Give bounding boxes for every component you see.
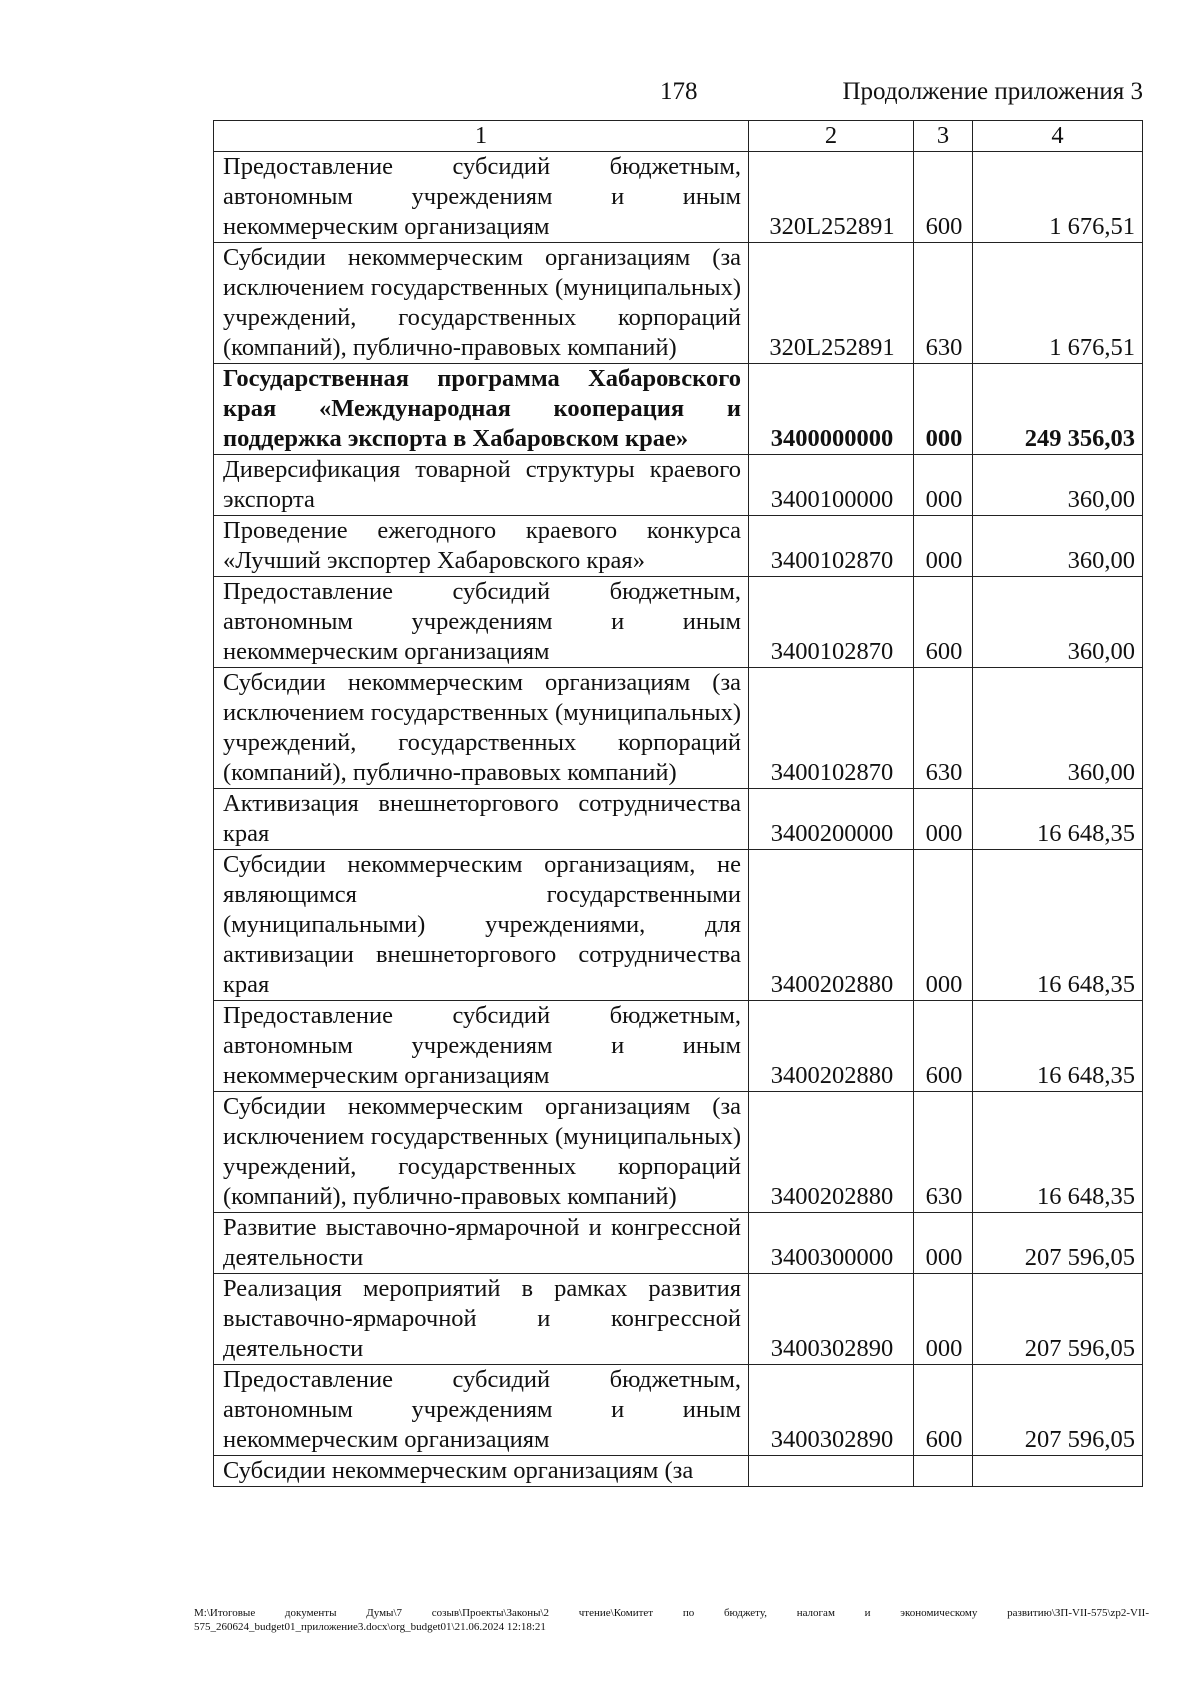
table-row	[214, 1001, 1143, 1092]
row-type: 000	[914, 455, 973, 516]
row-amount	[973, 1456, 1143, 1487]
row-name: Проведение ежегодного краевого конкурса «Лучший экспортер Хабаровского края»	[214, 516, 749, 577]
row-type: 000	[914, 789, 973, 850]
continuation-title: Продолжение приложения 3	[842, 78, 1143, 105]
row-type: 000	[914, 1274, 973, 1365]
row-amount: 1 676,51	[973, 152, 1143, 243]
table-row	[214, 243, 1143, 364]
row-name: Субсидии некоммерческим организациям (за	[214, 1456, 749, 1487]
row-code	[749, 1456, 914, 1487]
column-header-2: 2	[749, 121, 914, 152]
page-number: 178	[660, 78, 698, 105]
table-row	[214, 516, 1143, 577]
row-name: Предоставление субсидий бюджетным, автономным учреждениям и иным некоммерческим организациям	[214, 1001, 749, 1092]
table-row	[214, 1274, 1143, 1365]
table-row	[214, 1365, 1143, 1456]
table-body	[214, 152, 1143, 1487]
row-name: Диверсификация товарной структуры краевого экспорта	[214, 455, 749, 516]
row-amount: 207 596,05	[973, 1274, 1143, 1365]
row-code: 3400302890	[749, 1274, 914, 1365]
row-code: 3400202880	[749, 1001, 914, 1092]
row-type: 630	[914, 1092, 973, 1213]
row-amount: 16 648,35	[973, 1092, 1143, 1213]
table-row-program	[214, 364, 1143, 455]
row-code: 3400102870	[749, 668, 914, 789]
row-amount: 249 356,03	[973, 364, 1143, 455]
table-row	[214, 1092, 1143, 1213]
table-header-row	[214, 121, 1143, 152]
row-type: 000	[914, 516, 973, 577]
table-row	[214, 455, 1143, 516]
table-row	[214, 668, 1143, 789]
row-amount: 207 596,05	[973, 1213, 1143, 1274]
row-type: 630	[914, 668, 973, 789]
row-amount: 16 648,35	[973, 789, 1143, 850]
row-type: 600	[914, 152, 973, 243]
row-name: Субсидии некоммерческим организациям, не являющимся государственными (муниципальными) учреждениями, для активизации внешнеторгового сотрудничества края	[214, 850, 749, 1001]
row-code: 3400200000	[749, 789, 914, 850]
row-type: 600	[914, 1001, 973, 1092]
row-code: 3400202880	[749, 1092, 914, 1213]
column-header-1: 1	[214, 121, 749, 152]
column-header-3: 3	[914, 121, 973, 152]
footer-file-path: M:\Итоговые документы Думы\7 созыв\Проекты\Законы\2 чтение\Комитет по бюджету, налогам и экономическому развитию\ЗП-VII-575\zp2-VII-575_260624_budget01_приложение3.docx\org_budget01\21.06.2024 12:18:21	[194, 1607, 1149, 1633]
row-code: 3400000000	[749, 364, 914, 455]
row-name: Предоставление субсидий бюджетным, автономным учреждениям и иным некоммерческим организациям	[214, 1365, 749, 1456]
table-row	[214, 850, 1143, 1001]
row-code: 320L252891	[749, 243, 914, 364]
row-amount: 16 648,35	[973, 1001, 1143, 1092]
row-amount: 360,00	[973, 516, 1143, 577]
row-name: Развитие выставочно-ярмарочной и конгрессной деятельности	[214, 1213, 749, 1274]
table-row	[214, 789, 1143, 850]
table-row	[214, 152, 1143, 243]
row-name: Субсидии некоммерческим организациям (за исключением государственных (муниципальных) учреждений, государственных корпораций (компаний), публично-правовых компаний)	[214, 1092, 749, 1213]
table-row	[214, 577, 1143, 668]
row-code: 3400202880	[749, 850, 914, 1001]
row-name: Субсидии некоммерческим организациям (за исключением государственных (муниципальных) учреждений, государственных корпораций (компаний), публично-правовых компаний)	[214, 243, 749, 364]
row-type: 600	[914, 1365, 973, 1456]
row-type: 630	[914, 243, 973, 364]
row-code: 3400102870	[749, 516, 914, 577]
row-code: 3400300000	[749, 1213, 914, 1274]
row-code: 3400302890	[749, 1365, 914, 1456]
row-name: Предоставление субсидий бюджетным, автономным учреждениям и иным некоммерческим организациям	[214, 577, 749, 668]
row-name: Субсидии некоммерческим организациям (за исключением государственных (муниципальных) учреждений, государственных корпораций (компаний), публично-правовых компаний)	[214, 668, 749, 789]
row-amount: 16 648,35	[973, 850, 1143, 1001]
row-name: Предоставление субсидий бюджетным, автономным учреждениям и иным некоммерческим организациям	[214, 152, 749, 243]
row-type: 000	[914, 1213, 973, 1274]
row-amount: 360,00	[973, 668, 1143, 789]
row-code: 320L252891	[749, 152, 914, 243]
row-code: 3400100000	[749, 455, 914, 516]
table-row-continued	[214, 1456, 1143, 1487]
row-name: Активизация внешнеторгового сотрудничества края	[214, 789, 749, 850]
row-amount: 1 676,51	[973, 243, 1143, 364]
row-type: 000	[914, 364, 973, 455]
row-type: 000	[914, 850, 973, 1001]
row-amount: 360,00	[973, 455, 1143, 516]
column-header-4: 4	[973, 121, 1143, 152]
row-amount: 207 596,05	[973, 1365, 1143, 1456]
row-type: 600	[914, 577, 973, 668]
budget-table	[213, 120, 1143, 1487]
row-type	[914, 1456, 973, 1487]
row-name: Государственная программа Хабаровского края «Международная кооперация и поддержка экспорта в Хабаровском крае»	[214, 364, 749, 455]
table-row	[214, 1213, 1143, 1274]
row-name: Реализация мероприятий в рамках развития выставочно-ярмарочной и конгрессной деятельности	[214, 1274, 749, 1365]
row-amount: 360,00	[973, 577, 1143, 668]
row-code: 3400102870	[749, 577, 914, 668]
